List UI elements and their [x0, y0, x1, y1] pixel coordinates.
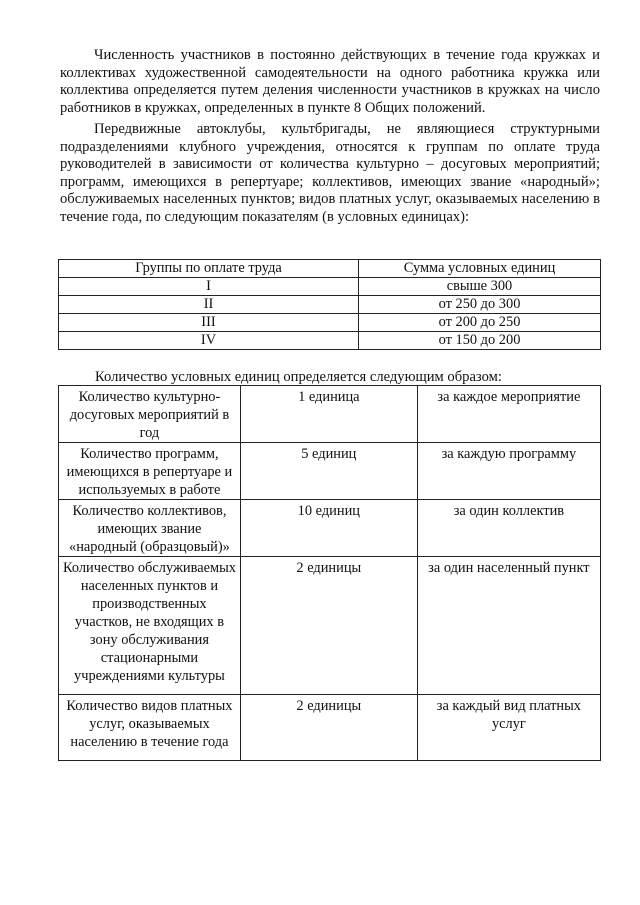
units-cell: 2 единицы	[240, 695, 417, 761]
units-table	[58, 385, 601, 761]
paragraph-participants: Численность участников в постоянно действующих в течение года кружках и коллективах художественной самодеятельности на одного работника кружка или коллектива определяется путем деления численности участников в кружках на число работников в кружках, определенных в пункте 8 Общих положений.	[60, 47, 600, 116]
table-row	[59, 695, 601, 761]
table-row	[59, 386, 601, 443]
header-units-sum: Сумма условных единиц	[359, 260, 601, 278]
table-row	[59, 314, 601, 332]
group-cell: III	[59, 314, 359, 332]
units-cell: 10 единиц	[240, 500, 417, 557]
group-cell: II	[59, 296, 359, 314]
pay-groups-table	[58, 259, 601, 350]
indicator-cell: Количество обслуживаемых населенных пунктов и производственных участков, не входящих в зону обслуживания стационарными учреждениями культуры	[59, 557, 241, 695]
table-row	[59, 332, 601, 350]
indicator-cell: Количество видов платных услуг, оказываемых населению в течение года	[59, 695, 241, 761]
indicator-cell: Количество коллективов, имеющих звание «народный (образцовый)»	[59, 500, 241, 557]
table-row	[59, 500, 601, 557]
basis-cell: за каждый вид платных услуг	[417, 695, 600, 761]
sum-cell: от 200 до 250	[359, 314, 601, 332]
indicator-cell: Количество культурно-досуговых мероприятий в год	[59, 386, 241, 443]
sum-cell: от 150 до 200	[359, 332, 601, 350]
indicator-cell: Количество программ, имеющихся в репертуаре и используемых в работе	[59, 443, 241, 500]
sum-cell: свыше 300	[359, 278, 601, 296]
group-cell: IV	[59, 332, 359, 350]
paragraph-mobile-clubs: Передвижные автоклубы, культбригады, не являющиеся структурными подразделениями клубного учреждения, относятся к группам по оплате труда руководителей в зависимости от количества культурно – досуговых мероприятий; программ, имеющихся в репертуаре; коллективов, имеющих звание «народный»; обслуживаемых населенных пунктов; видов платных услуг, оказываемых населению в течение года, по следующим показателям (в условных единицах):	[60, 121, 600, 225]
group-cell: I	[59, 278, 359, 296]
basis-cell: за каждое мероприятие	[417, 386, 600, 443]
units-caption: Количество условных единиц определяется следующим образом:	[95, 369, 502, 385]
table-row	[59, 443, 601, 500]
units-cell: 2 единицы	[240, 557, 417, 695]
header-pay-group: Группы по оплате труда	[59, 260, 359, 278]
sum-cell: от 250 до 300	[359, 296, 601, 314]
basis-cell: за один коллектив	[417, 500, 600, 557]
basis-cell: за каждую программу	[417, 443, 600, 500]
table-row	[59, 296, 601, 314]
table-row	[59, 557, 601, 695]
basis-cell: за один населенный пункт	[417, 557, 600, 695]
table-row	[59, 278, 601, 296]
table-header-row	[59, 260, 601, 278]
units-cell: 5 единиц	[240, 443, 417, 500]
units-cell: 1 единица	[240, 386, 417, 443]
